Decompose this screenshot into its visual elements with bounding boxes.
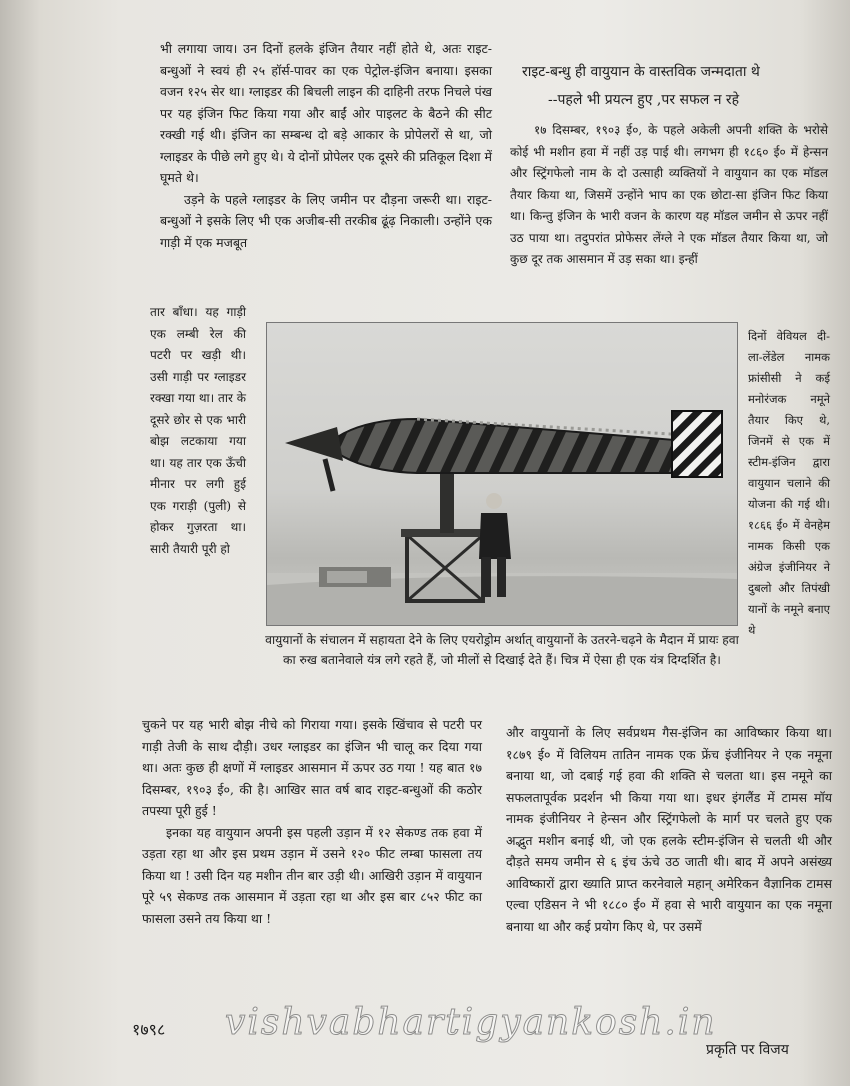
wind-indicator-photo (266, 322, 738, 626)
running-title: प्रकृति पर विजय (706, 1042, 789, 1058)
paragraph: दिनों वेवियल दी-ला-लेंडेल नामक फ्रांसीसी ने कई मनोरंजक नमूने तैयार किए थे, जिनमें से एक में स्टीम-इंजिन द्वारा वायुयान चलाने की योजना की गई थी। १८६६ ई० में वेनहेम नामक किसी एक अंग्रेज इंजीनियर ने दुबलो और तिपंखी यानों के नमूने बनाए थे (748, 329, 830, 637)
left-narrow-column (150, 302, 246, 560)
left-column-top (160, 38, 492, 253)
right-column-top (510, 120, 828, 271)
figure-caption: वायुयानों के संचालन में सहायता देने के लिए एयरोड्रोम अर्थात् वायुयानों के उतरने-चढ़ने के मैदान में प्रायः हवा का रुख बतानेवाले यंत्र लगे रहते हैं, जो मीलों से दिखाई देते हैं। चित्र में ऐसा ही एक यंत्र दिग्दर्शित है। (265, 633, 739, 667)
heading-line: राइट-बन्धु ही वायुयान के वास्तविक जन्मदाता थे (522, 64, 760, 80)
paragraph: उड़ने के पहले ग्लाइडर के लिए जमीन पर दौड़ना जरूरी था। राइट-बन्धुओं ने इसके लिए भी एक अजीब-सी तरकीब ढूंढ़ निकाली। उन्होंने एक गाड़ी में एक मजबूत (160, 191, 492, 250)
paragraph: इनका यह वायुयान अपनी इस पहली उड़ान में १२ सेकण्ड तक हवा में उड़ता रहा था और इस प्रथम उड़ान में उसने १२० फीट लम्बा फासला तय किया था ! उसी दिन यह मशीन तीन बार उड़ी थी। आखिरी उड़ान में वायुयान पूरे ५९ सेकण्ड तक आसमान में उड़ता रहा था और इस बार ८५२ फीट का फासला उसने तय किया था ! (142, 824, 482, 926)
right-column-bottom (506, 722, 832, 937)
paragraph: चुकने पर यह भारी बोझ नीचे को गिराया गया। इसके खिंचाव से पटरी पर गाड़ी तेजी के साथ दौड़ी। उधर ग्लाइडर का इंजिन भी चालू कर दिया गया था। अतः कुछ ही क्षणों में ग्लाइडर आसमान में ऊपर उठ गया ! यह बात १७ दिसम्बर, १९०३ ई०, की है। आखिर सात वर्ष बाद राइट-बन्धुओं की कठोर तपस्या पूरी हुई ! (142, 717, 482, 818)
right-narrow-column (748, 326, 830, 641)
section-heading (522, 58, 822, 114)
paragraph: १७ दिसम्बर, १९०३ ई०, के पहले अकेली अपनी शक्ति के भरोसे कोई भी मशीन हवा में नहीं उड़ पाई थी। लगभग ही १८६० ई० में हेन्सन और स्ट्रिंगफेलो नाम के दो उत्साही व्यक्तियों ने वायुयान का एक मॉडल तैयार किया था, जिसमें उन्होंने भाप का एक छोटा-सा इंजिन फिट किया था। किन्तु इंजिन के भारी वजन के कारण यह मॉडल जमीन से ऊपर नहीं उठ पाया था। तदुपरांत प्रोफेसर लेंग्ले ने एक मॉडल तैयार किया था, जो कुछ दूर तक आसमान में उड़ सका था। इन्हीं (510, 123, 828, 266)
website-watermark: vishvabhartigyankosh.in (225, 1002, 717, 1043)
heading-line: --पहले भी प्रयत्न हुए ,पर सफल न रहे (548, 92, 740, 108)
paragraph: भी लगाया जाय। उन दिनों हलके इंजिन तैयार नहीं होते थे, अतः राइट-बन्धुओं ने स्वयं ही २५ हॉर्स-पावर का एक पेट्रोल-इंजिन बनाया। इसका वजन १२५ सेर था। ग्लाइडर की बिचली लाइन की दाहिनी तरफ निचले पंख पर यह इंजिन फिट किया गया और बाईं ओर पाइलट के बैठने की सीट रक्खी गई थी। इंजिन का सम्बन्ध दो बड़े आकार के प्रोपेलरों से था, जो ग्लाइडर के पीछे लगे हुए थे। ये दोनों प्रोपेलर एक दूसरे की प्रतिकूल दिशा में घूमते थे। (160, 41, 492, 185)
left-column-bottom (142, 714, 482, 929)
page-number: १७९८ (132, 1020, 166, 1039)
paragraph: और वायुयानों के लिए सर्वप्रथम गैस-इंजिन का आविष्कार किया था। १८७९ ई० में विलियम तातिन नामक एक फ्रेंच इंजीनियर ने एक नमूना बनाया था, जो दबाई गई हवा की शक्ति से चलता था। इस नमूने का सफलतापूर्वक प्रदर्शन भी किया गया था। इधर इंगलैंड में टामस मॉय नामक इंजीनियर ने हेन्सन और स्ट्रिंगफेलो के मार्ग पर चलते हुए एक अद्भुत मशीन बनाई थी, जो एक हलके स्टीम-इंजिन से चलती थी और दौड़ते समय जमीन से ६ इंच ऊंचे उठ जाती थी। बाद में अपने असंख्य आविष्कारों द्वारा ख्याति प्राप्त करनेवाले महान् अमेरिकन वैज्ञानिक टामस एल्वा एडिसन ने भी १८८० ई० में हवा से भारी वायुयान का एक नमूना बनाया था और कई प्रयोग किए थे, पर उसमें (506, 725, 832, 934)
paragraph: तार बाँधा। यह गाड़ी एक लम्बी रेल की पटरी पर खड़ी थी। उसी गाड़ी पर ग्लाइडर रक्खा गया था। तार के दूसरे छोर से एक भारी बोझ लटकाया गया था। यह तार एक ऊँची मीनार पर लगी हुई एक गराड़ी (पुली) से होकर गुज़रता था। सारी तैयारी पूरी हो (150, 305, 246, 556)
wind-vane (285, 411, 722, 491)
wind-indicator-illustration (267, 323, 737, 625)
